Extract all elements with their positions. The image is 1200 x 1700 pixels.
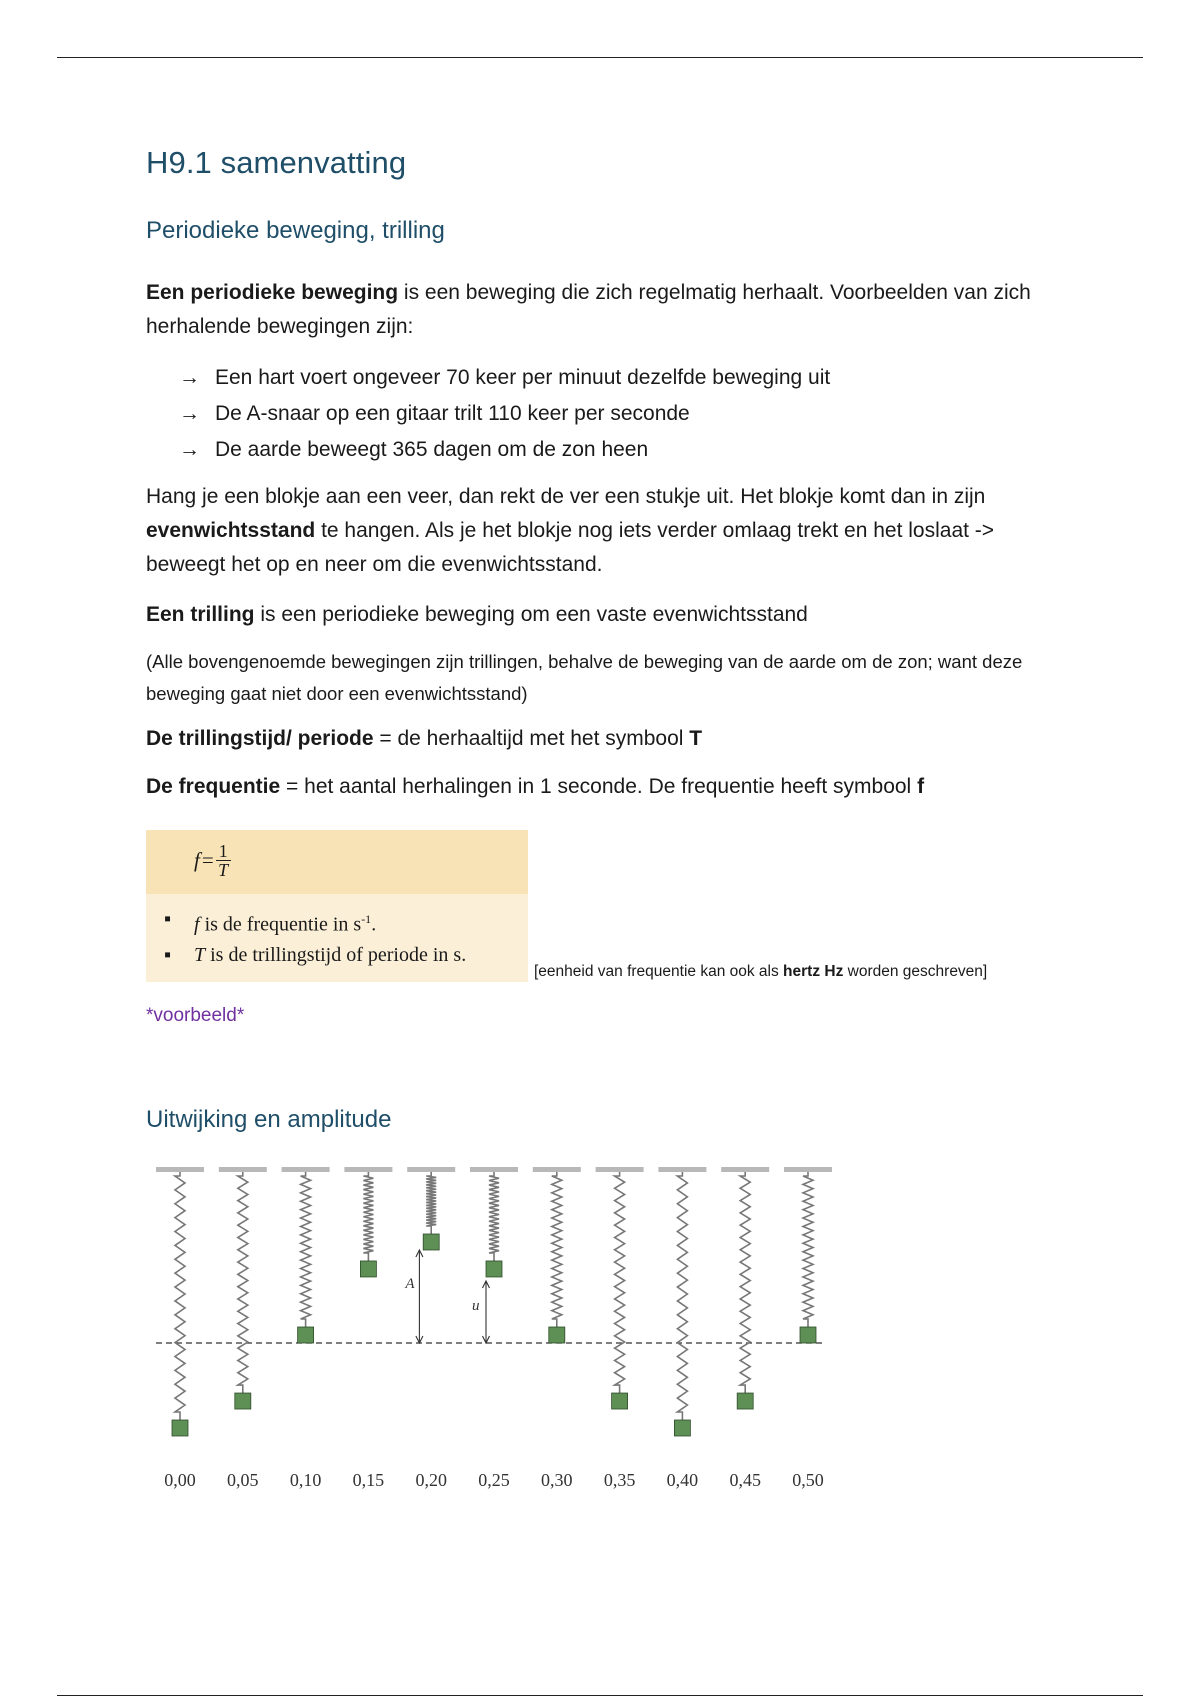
unit-note-b: worden geschreven] [843,962,988,980]
formula-equals: = [201,847,214,872]
time-tick-label: 0,25 [478,1470,510,1491]
ceiling-bar [407,1167,455,1172]
list-item [179,396,1046,432]
amplitude-label: A [405,1276,415,1293]
frequency-paragraph [146,770,1046,804]
arrow-icon: → [179,401,200,425]
time-tick-label: 0,10 [289,1470,322,1491]
list-item [179,360,1046,396]
bullet-icon: ▪ [164,907,172,930]
time-axis-labels [146,1470,836,1500]
time-tick-label: 0,50 [792,1470,824,1491]
formula-lhs: f [194,847,200,872]
mass-block [549,1327,565,1343]
spring-figure [146,1142,836,1502]
mass-block [674,1420,690,1436]
spring-coil [552,1172,562,1327]
ceiling-bar [596,1167,644,1172]
list-item [146,940,528,970]
mass-block [486,1261,502,1277]
top-rule [57,57,1143,58]
spring-coil [426,1172,436,1234]
displacement-label: u [472,1298,480,1315]
list-item [179,432,1046,468]
time-tick-label: 0,40 [666,1470,699,1491]
arrow-icon: → [179,437,200,461]
period-symbol: T [689,726,703,750]
time-tick-label: 0,00 [164,1470,196,1491]
spring-coil [677,1172,687,1420]
arrow-icon: → [179,365,200,389]
spring-chart [146,1142,836,1472]
formula-legend [146,894,528,982]
note-paragraph: (Alle bovengenoemde bewegingen zijn trillingen, behalve de beweging van de aarde om de zon; want deze beweging gaat niet door een evenwichtsstand) [146,650,1023,704]
mass-block [172,1420,188,1436]
mass-block [360,1261,376,1277]
formula-row [146,830,1046,982]
intro-bold: Een periodieke beweging [146,280,399,304]
legend-symbol: f [194,913,200,936]
time-tick-label: 0,30 [541,1470,573,1491]
time-tick-label: 0,15 [352,1470,385,1491]
ceiling-bar [533,1167,581,1172]
time-tick-label: 0,35 [603,1470,636,1491]
spring-coil [238,1172,248,1393]
ceiling-bar [156,1167,204,1172]
intro-paragraph [146,276,1046,344]
ceiling-bar [282,1167,330,1172]
frequency-symbol: f [917,774,925,798]
spring-paragraph [146,480,1046,582]
bullet-icon: ▪ [164,943,172,966]
unit-note-a: [eenheid van frequentie kan ook als [534,962,784,980]
list-item [146,904,528,940]
example-text: De aarde beweegt 365 dagen om de zon heen [215,437,649,461]
unit-note [534,962,987,982]
unit-note-bold: hertz Hz [783,962,844,980]
frequency-bold: De frequentie [146,774,281,798]
section-heading-uitwijking: Uitwijking en amplitude [146,1105,392,1133]
ceiling-bar [721,1167,769,1172]
mass-block [423,1234,439,1250]
bottom-rule [57,1695,1143,1696]
spring-coil [615,1172,625,1393]
period-bold: De trillingstijd/ periode [146,726,374,750]
spring-coil [740,1172,750,1393]
ceiling-bar [784,1167,832,1172]
example-text: Een hart voert ongeveer 70 keer per minuut dezelfde beweging uit [215,365,831,389]
legend-text: is de trillingstijd of periode in s. [205,943,467,966]
formula-numerator: 1 [216,842,231,861]
time-tick-label: 0,45 [729,1470,761,1491]
frequency-text: = het aantal herhalingen in 1 seconde. De frequentie heeft symbool [280,774,918,798]
examples-list [179,360,1046,468]
formula-fraction [216,842,231,879]
trilling-bold: Een trilling [146,602,255,626]
legend-symbol: T [194,943,206,966]
page-title: H9.1 samenvatting [146,145,407,180]
voorbeeld-link: *voorbeeld* [146,1004,245,1026]
ceiling-bar [658,1167,706,1172]
section-heading-periodieke: Periodieke beweging, trilling [146,217,445,245]
time-tick-label: 0,05 [227,1470,259,1491]
spring-coil [803,1172,813,1327]
trilling-text: is een periodieke beweging om een vaste evenwichtsstand [254,602,808,626]
spring-coil [301,1172,311,1327]
mass-block [800,1327,816,1343]
spring-text-a: Hang je een blokje aan een veer, dan rekt de ver een stukje uit. Het blokje komt dan in zijn [146,484,986,508]
legend-sup: -1 [361,911,372,926]
time-tick-label: 0,20 [415,1470,447,1491]
formula-denominator: T [218,859,229,880]
trilling-paragraph [146,598,1046,632]
mass-block [612,1393,628,1409]
legend-end: . [371,913,377,936]
page-content [146,144,1046,1502]
mass-block [298,1327,314,1343]
spring-coil [175,1172,185,1420]
ceiling-bar [219,1167,267,1172]
mass-block [235,1393,251,1409]
spring-coil [489,1172,499,1261]
legend-text: is de frequentie in s [199,913,362,936]
example-text: De A-snaar op een gitaar trilt 110 keer per seconde [215,401,690,425]
spring-coil [363,1172,373,1261]
spring-bold: evenwichtsstand [146,518,316,542]
formula-header [146,830,528,894]
mass-block [737,1393,753,1409]
intro-text: is een beweging die zich regelmatig herhaalt. Voorbeelden van zich herhalende bewegingen zijn: [146,280,1031,338]
frequency-formula [194,842,231,879]
formula-box [146,830,528,982]
spring-text-b: te hangen. Als je het blokje nog iets verder omlaag trekt en het loslaat -> beweegt het op en neer om die evenwichtsstand. [146,518,995,576]
period-paragraph [146,722,1046,756]
ceiling-bar [470,1167,518,1172]
ceiling-bar [344,1167,392,1172]
period-text: = de herhaaltijd met het symbool [373,726,690,750]
